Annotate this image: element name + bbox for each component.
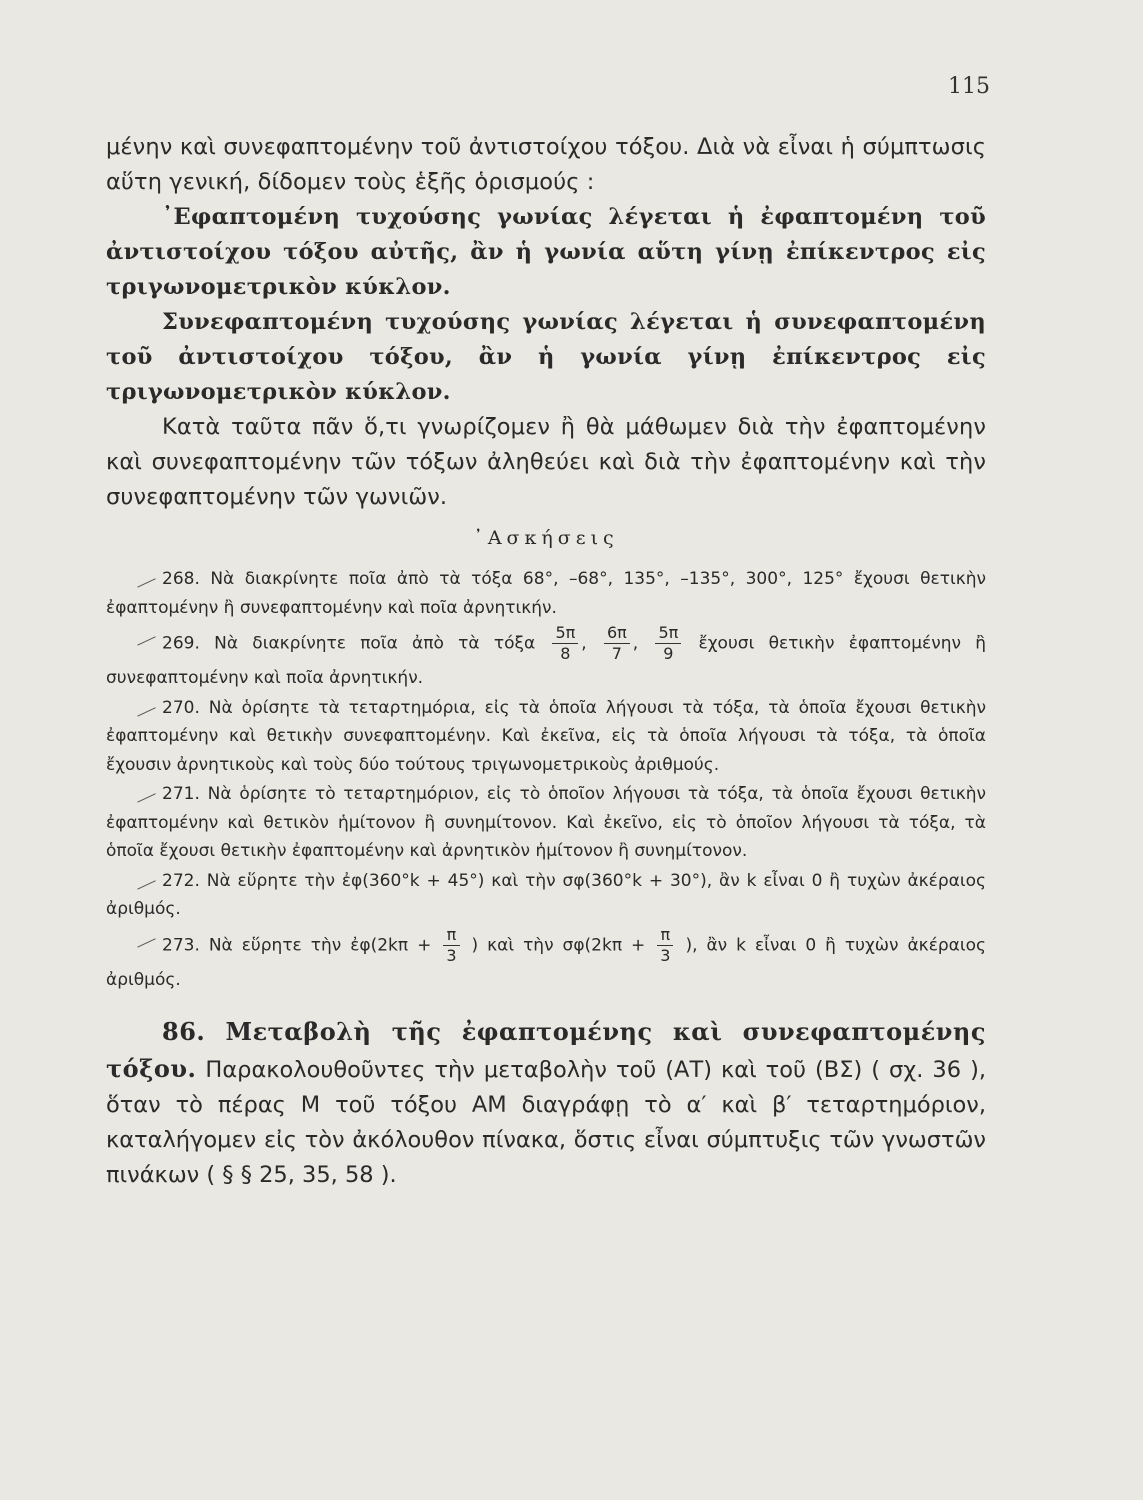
section-86	[106, 1014, 986, 1193]
check-mark	[132, 696, 156, 716]
fraction: $\frac{\pi}{3}$	[657, 925, 673, 966]
fraction: $\frac{6\pi}{7}$	[604, 623, 630, 664]
fraction: $\frac{5\pi}{9}$	[655, 623, 681, 664]
definition-cotangent: Συνεφαπτομένη τυχούσης γωνίας λέγεται ἡ συνεφαπτομένη τοῦ ἀντιστοίχου τόξου, ἂν ἡ γωνία γίνῃ ἐπίκεντρος εἰς τριγωνομετρικὸν κύκλον.	[106, 309, 986, 405]
exercise-269: 269. Νὰ διακρίνητε ποῖα ἀπὸ τὰ τόξα $\frac{5\pi}{8}$ , $\frac{6\pi}{7}$ , $\frac{5\pi}{9}$ ἔχουσι θετικὴν ἐφαπτομένην ἢ συνεφαπτομένην καὶ ποῖα ἀρνητικήν.	[106, 623, 987, 688]
check-mark	[132, 567, 156, 587]
fraction: $\frac{\pi}{3}$	[443, 925, 459, 966]
page-body	[106, 130, 986, 1193]
exercises-heading: ᾿Ασκήσεις	[473, 527, 619, 549]
exercise-270: 270. Νὰ ὁρίσητε τὰ τεταρτημόρια, εἰς τὰ ὁποῖα λήγουσι τὰ τόξα, τὰ ὁποῖα ἔχουσι θετικὴν ἐφαπτομένην καὶ θετικὴν συνεφαπτομένην. Καὶ ἐκεῖνα, εἰς τὰ ὁποῖα λήγουσι τὰ τόξα, τὰ ὁποῖα ἔχουσιν ἀρνητικοὺς καὶ τοὺς δύο τούτους τριγωνομετρικοὺς ἀριθμούς.	[106, 697, 986, 775]
section-text: Παρακολουθοῦντες τὴν μεταβολὴν τοῦ (ΑΤ) καὶ τοῦ (ΒΣ) ( σχ. 36 ), ὅταν τὸ πέρας Μ τοῦ τόξου ΑΜ διαγράφῃ τὸ α′ καὶ β′ τεταρτημόριον, καταλήγομεν εἰς τὸν ἀκόλουθον πίνακα, ὅστις εἶναι σύμπτυξις τῶν γνωστῶν πινάκων ( § § 25, 35, 58 ).	[106, 1057, 986, 1188]
check-mark	[132, 927, 156, 947]
exercise-273: 273. Νὰ εὕρητε τὴν ἐφ(2kπ + $\frac{\pi}{3}$ ) καὶ τὴν σφ(2kπ + $\frac{\pi}{3}$ ), ἂν k εἶναι 0 ἢ τυχὼν ἀκέραιος ἀριθμός.	[106, 924, 987, 990]
exercise-271: 271. Νὰ ὁρίσητε τὸ τεταρτημόριον, εἰς τὸ ὁποῖον λήγουσι τὰ τόξα, τὰ ὁποῖα ἔχουσι θετικὴν ἐφαπτομένην καὶ θετικὸν ἡμίτονον ἢ συνημίτονον. Καὶ ἐκεῖνο, εἰς τὸ ὁποῖον λήγουσι τὰ τόξα, τὰ ὁποῖα ἔχουσι θετικὴν ἐφαπτομένην καὶ ἀρνητικὸν ἡμίτονον ἢ συνημίτονον.	[106, 784, 986, 861]
intro-paragraph: μένην καὶ συνεφαπτομένην τοῦ ἀντιστοίχου τόξου. Διὰ νὰ εἶναι ἡ σύμπτωσις αὕτη γενική, δίδομεν τοὺς ἑξῆς ὁρισμούς :	[106, 134, 986, 195]
exercise-268: 268. Νὰ διακρίνητε ποῖα ἀπὸ τὰ τόξα 68°, –68°, 135°, –135°, 300°, 125° ἔχουσι θετικὴν ἐφαπτομένην ἢ συνεφαπτομένην καὶ ποῖα ἀρνητικήν.	[106, 569, 986, 618]
fraction: $\frac{5\pi}{8}$	[552, 623, 578, 664]
check-mark	[132, 625, 156, 645]
definition-tangent: ᾿Εφαπτομένη τυχούσης γωνίας λέγεται ἡ ἐφαπτομένη τοῦ ἀντιστοίχου τόξου αὐτῆς, ἂν ἡ γωνία αὕτη γίνῃ ἐπίκεντρος εἰς τριγωνομετρικὸν κύκλον.	[106, 204, 986, 300]
page-number: 115	[948, 74, 990, 99]
check-mark	[132, 869, 156, 889]
section-title: 86. Μεταβολὴ τῆς ἐφαπτομένης καὶ συνεφαπτομένης τόξου.	[106, 1017, 986, 1083]
check-mark	[132, 782, 156, 802]
conclusion-paragraph: Κατὰ ταῦτα πᾶν ὅ,τι γνωρίζομεν ἢ θὰ μάθωμεν διὰ τὴν ἐφαπτομένην καὶ συνεφαπτομένην τῶν τόξων ἀληθεύει καὶ διὰ τὴν ἐφαπτομένην καὶ τὴν συνεφαπτομένην τῶν γωνιῶν.	[106, 414, 986, 510]
exercise-272: 272. Νὰ εὕρητε τὴν ἐφ(360°k + 45°) καὶ τὴν σφ(360°k + 30°), ἂν k εἶναι 0 ἢ τυχὼν ἀκέραιος ἀριθμός.	[106, 870, 986, 919]
